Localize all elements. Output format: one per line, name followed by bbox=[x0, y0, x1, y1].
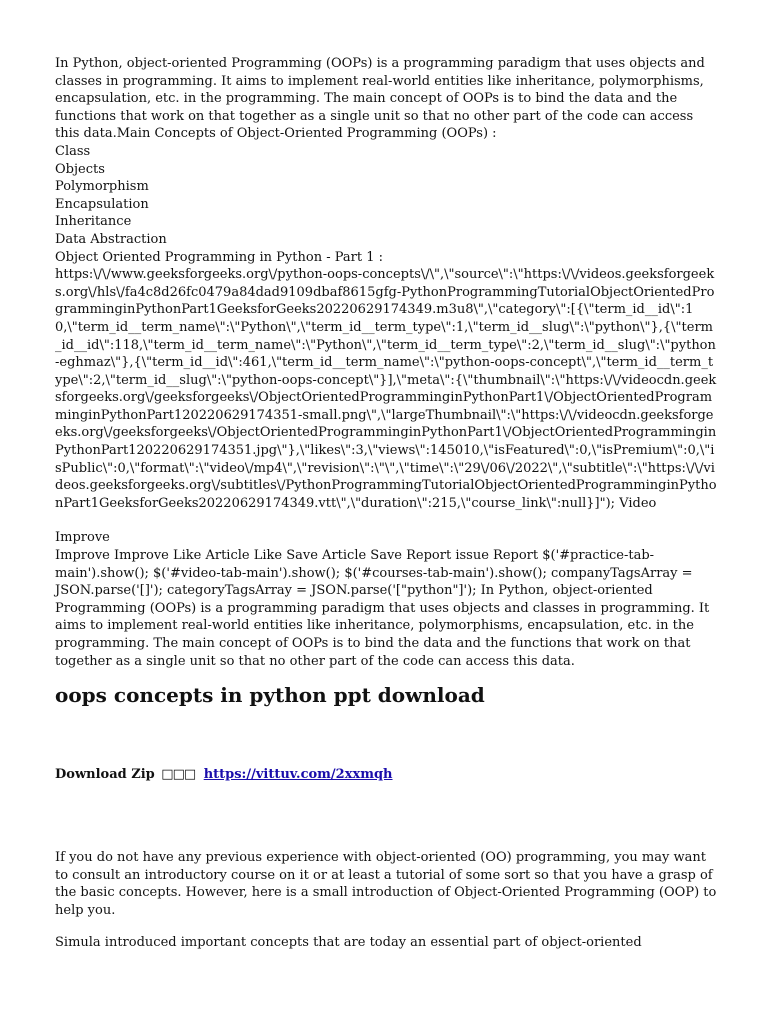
raw-json-text: https:\/\/www.geeksforgeeks.org\/python-oops-concepts\/\",\"source\":\"https:\/\/videos.geeksforgeeks.org\/hls\/fa4c8d26fc0479a84dad9109dbaf8615gfg-PythonProgrammingTutorialObjectOrientedProgramminginPythonPart1GeeksforGeeks20220629174349.m3u8\",\"category\":[{\"term_id__id\":10,\"term_id__term_name\":\"Python\",\"term_id__term_type\":1,\"term_id__slug\":\"python\"},{\"term_id__id\":118,\"term_id__term_name\":\"Python\",\"term_id__term_type\":2,\"term_id__slug\":\"python-eghmaz\"},{\"term_id__id\":461,\"term_id__term_name\":\"python-oops-concept\",\"term_id__term_type\":2,\"term_id__slug\":\"python-oops-concept\"}],\"meta\":{\"thumbnail\":\"https:\/\/videocdn.geeksforgeeks.org\/geeksforgeeks\/ObjectOrientedProgramminginPythonPart1\/ObjectOrientedProgramminginPythonPart120220629174351-small.png\",\"largeThumbnail\":\"https:\/\/videocdn.geeksforgeeks.org\/geeksforgeeks\/ObjectOrientedProgramminginPythonPart1\/ObjectOrientedProgramminginPythonPart120220629174351.jpg\"},\"likes\":3,\"views\":145010,\"isFeatured\":0,\"isPremium\":0,\"isPublic\":0,\"format\":\"video\/mp4\",\"revision\":\"\",\"time\":\"29\/06\/2022\",\"subtitle\":\"https:\/\/videos.geeksforgeeks.org\/subtitles\/PythonProgrammingTutorialObjectOrientedProgramminginPythonPart1GeeksforGeeks20220629174349.vtt\",\"duration\":215,\"course_link\":null}]"); Video bbox=[55, 267, 717, 511]
document-page bbox=[55, 55, 717, 951]
download-line bbox=[55, 766, 717, 783]
download-label: Download Zip bbox=[55, 767, 155, 783]
concept-item-polymorphism: Polymorphism bbox=[55, 179, 149, 195]
video-title: Object Oriented Programming in Python - Part 1 : bbox=[55, 249, 383, 265]
concept-item-data-abstraction: Data Abstraction bbox=[55, 231, 167, 247]
page-heading: oops concepts in python ppt download bbox=[55, 683, 485, 708]
paragraph-simula: Simula introduced important concepts that are today an essential part of object-oriented bbox=[55, 934, 642, 950]
concept-item-class: Class bbox=[55, 143, 91, 159]
download-link[interactable]: https://vittuv.com/2xxmqh bbox=[203, 767, 393, 783]
concept-item-objects: Objects bbox=[55, 161, 105, 177]
placeholder-glyphs: □□□ bbox=[161, 767, 196, 783]
paragraph-intro-oop: If you do not have any previous experience with object-oriented (OO) programming, you may want to consult an introductory course on it or at least a tutorial of some sort so that you have a grasp of the basic concepts. However, here is a small introduction of Object-Oriented Programming (OOP) to help you. bbox=[55, 850, 717, 918]
concept-item-inheritance: Inheritance bbox=[55, 214, 132, 230]
concepts-list bbox=[55, 143, 717, 249]
improve-label: Improve bbox=[55, 530, 110, 546]
improve-text: Improve Improve Like Article Like Save Article Save Report issue Report $('#practice-tab-main').show(); $('#video-tab-main').show(); $('#courses-tab-main').show(); companyTagsArray = JSON.parse('[]'); categoryTagsArray = JSON.parse('["python"]'); In Python, object-oriented Programming (OOPs) is a programming paradigm that uses objects and classes in programming. It aims to implement real-world entities like inheritance, polymorphisms, encapsulation, etc. in the programming. The main concept of OOPs is to bind the data and the functions that work on that together as a single unit so that no other part of the code can access this data. bbox=[55, 548, 710, 669]
concept-item-encapsulation: Encapsulation bbox=[55, 196, 149, 212]
spacer bbox=[55, 512, 717, 529]
intro-paragraph: In Python, object-oriented Programming (OOPs) is a programming paradigm that uses objects and classes in programming. It aims to implement real-world entities like inheritance, polymorphisms, encapsulation, etc. in the programming. The main concept of OOPs is to bind the data and the functions that work on that together as a single unit so that no other part of the code can access this data.Main Concepts of Object-Oriented Programming (OOPs) : bbox=[55, 56, 705, 142]
